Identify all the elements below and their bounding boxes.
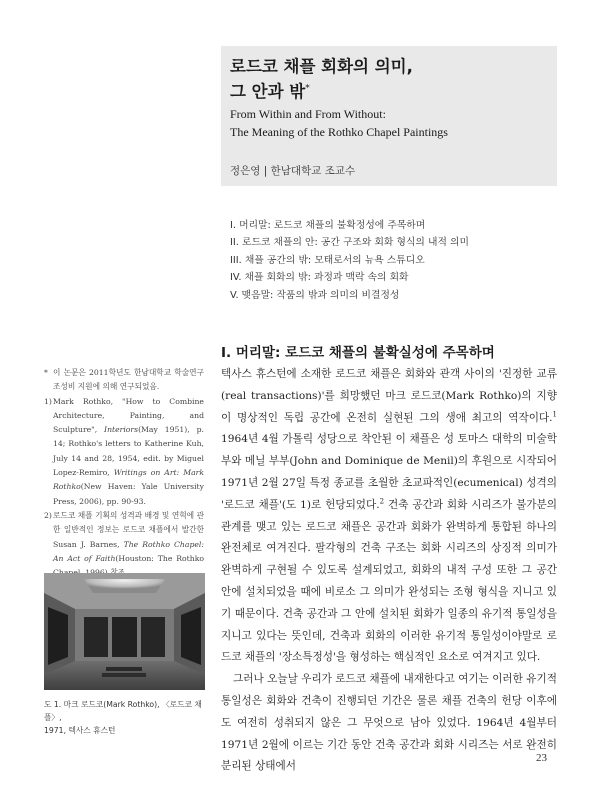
footnote-star: * 이 논문은 2011학년도 한남대학교 학술연구 조성비 지원에 의해 연구되었음.	[44, 368, 204, 392]
body-paragraph: 그러나 오늘날 우리가 로드코 채플에 내재한다고 여기는 이러한 유기적 통일성은 회화와 건축이 진행되던 기간은 물론 채플 건축의 헌당 이후에도 여전히 성취되지 않은 그 무엇으로 남아 있었다. 1964년 4월부터 1971년 2월에 이르는 기간 동안 건축 공간과 회화 시리즈는 서로 완전히 분리된 상태에서	[221, 673, 557, 773]
body-paragraph: 텍사스 휴스턴에 소재한 로드코 채플은 회화와 관객 사이의 '진정한 교류(real transactions)'를 희망했던 마크 로드코(Mark Rothko)의 지향이 명상적인 독립 공간에 온전히 실현된 그의 생애 최고의 역작이다.$^1$ 1964년 4월 가톨릭 성당으로 착안된 이 채플은 성 토마스 대학의 미술학부와 메닐 부부(John and Dominique de Menil)의 후원으로 시작되어 1971년 2월 27일 특정 종교를 초월한 초교파적인(ecumenical) 성격의 '로드코 채플'(도 1)로 헌당되었다.$^2$ 건축 공간과 회화 시리즈가 불가분의 관계를 맺고 있는 로드코 채플은 공간과 회화가 완벽하게 통합된 하나의 완전체로 여겨진다. 팔각형의 건축 구조는 회화 시리즈의 상징적 의미가 완벽하게 구현될 수 있도록 설계되었고, 회화의 내적 구성 또한 그 공간 안에 설치되었을 때에 비로소 그 의미가 완성되는 조형 형식을 지니고 있기 때문이다. 건축 공간과 그 안에 설치된 회화가 일종의 유기적 통일성을 지니고 있다는 뜻인데, 건축과 회화의 이러한 유기적 통일성이야말로 로드코 채플의 '장소특정성'을 형성하는 핵심적인 요소로 여겨지고 있다.	[221, 368, 557, 664]
figure-caption	[44, 698, 209, 737]
toc-item: I. 머리말: 로드코 채플의 불확정성에 주목하며	[230, 220, 426, 231]
section-heading: I. 머리말: 로드코 채플의 불확실성에 주목하며	[221, 345, 495, 361]
footnote-ref: 2	[379, 497, 385, 506]
footnote-2: 2) 로드코 채플 기획의 성격과 배경 및 연혁에 관한 일반적인 정보는 로드코 채플에서 발간한 Susan J. Barnes, The Rothko Chapel: An Act of Faith(Houston: The Rothko	[44, 510, 204, 563]
author-line: 정은영 | 한남대학교 조교수	[230, 165, 356, 177]
footnotes	[44, 366, 204, 580]
footnote-ref: 1	[552, 410, 557, 419]
table-of-contents	[230, 217, 469, 304]
toc-item: III. 채플 공간의 밖: 모태로서의 뉴욕 스튜디오	[230, 254, 425, 266]
caption-line: 도 1. 마크 로드코(Mark Rothko), 〈로드코 채플〉,	[44, 700, 202, 722]
chapel-interior-photo	[44, 573, 205, 690]
title-korean-line2: 그 안과 밖*	[230, 82, 310, 101]
title-footnote-marker: *	[305, 83, 310, 94]
body-text	[221, 364, 557, 778]
title-english-line2: The Meaning of the Rothko Chapel Paintings	[230, 125, 448, 139]
footnote-1: 1) Mark Rothko, "How to Combine Architecture, Painting, and Sculpture", Interiors(May 1951), p. 14; Rothko's letters to Katherine Kuh, July 14 and 28, 1954, edit. by Miguel Lopez-Remiro, Writings on Art: Mark Rothko(New Haven: Yale University Press, 2006), pp. 90-93.	[44, 396, 205, 506]
toc-item: II. 로드코 채플의 안: 공간 구조와 회화 형식의 내적 의미	[230, 237, 469, 249]
page-number: 23	[536, 752, 547, 764]
title-english-line1: From Within and From Without:	[230, 107, 386, 121]
title-korean-line1: 로드코 채플 회화의 의미,	[230, 57, 413, 76]
toc-item: V. 맺음말: 작품의 밖과 의미의 비결정성	[230, 289, 400, 301]
toc-item: IV. 채플 회화의 밖: 과정과 맥락 속의 회화	[230, 272, 409, 284]
caption-line: 1971, 텍사스 휴스턴	[44, 726, 116, 735]
chapel-photo-illustration	[44, 573, 205, 690]
